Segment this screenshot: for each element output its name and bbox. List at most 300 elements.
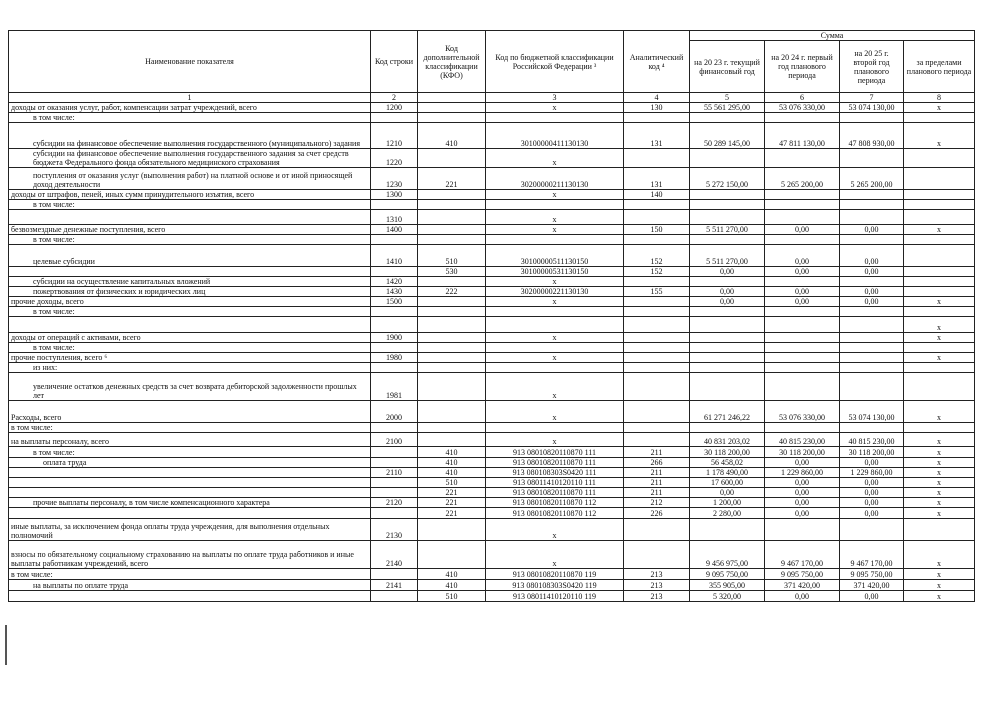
header-analytic-code: Аналитический код ⁴ — [624, 31, 690, 93]
cell-name — [9, 488, 371, 498]
cell-an: 266 — [624, 458, 690, 468]
cell-kbk — [486, 200, 624, 210]
cell-y1: 9 095 750,00 — [690, 569, 765, 580]
cell-y1: 2 280,00 — [690, 508, 765, 519]
cell-an — [624, 113, 690, 123]
cell-an: 130 — [624, 103, 690, 113]
cell-be — [904, 287, 975, 297]
cell-code — [371, 458, 418, 468]
cell-y2: 5 265 200,00 — [765, 168, 840, 190]
cell-y3 — [840, 353, 904, 363]
cell-be — [904, 245, 975, 267]
cell-y3: 0,00 — [840, 508, 904, 519]
cell-kbk: 913 080108303S0420 119 — [486, 580, 624, 591]
cell-y2: 1 229 860,00 — [765, 468, 840, 478]
cell-be — [904, 168, 975, 190]
cell-an: 212 — [624, 498, 690, 508]
cell-y3: 47 808 930,00 — [840, 123, 904, 149]
table-row — [9, 113, 975, 123]
cell-be: x — [904, 297, 975, 307]
table-row — [9, 468, 975, 478]
table-row — [9, 478, 975, 488]
cell-y2 — [765, 113, 840, 123]
cell-y2 — [765, 373, 840, 401]
cell-kfo — [418, 541, 486, 569]
cell-name: оплата труда — [9, 458, 371, 468]
cell-name: в том числе: — [9, 235, 371, 245]
cell-y1: 1 178 490,00 — [690, 468, 765, 478]
cell-name: в том числе: — [9, 307, 371, 317]
cell-y3 — [840, 343, 904, 353]
cell-kbk: 30100000531130150 — [486, 267, 624, 277]
cell-be — [904, 190, 975, 200]
table-row — [9, 458, 975, 468]
cell-y3 — [840, 333, 904, 343]
cell-name: взносы по обязательному социальному страхованию на выплаты по оплате труда работников и иные выплаты работникам учреждений, всего — [9, 541, 371, 569]
cell-y3: 40 815 230,00 — [840, 433, 904, 447]
cell-an — [624, 149, 690, 168]
cell-name — [9, 508, 371, 519]
cell-code — [371, 267, 418, 277]
cell-y3: 0,00 — [840, 245, 904, 267]
cell-kfo — [418, 433, 486, 447]
table-row — [9, 541, 975, 569]
cell-name: субсидии на финансовое обеспечение выполнения государственного (муниципального) задания — [9, 123, 371, 149]
cell-code — [371, 488, 418, 498]
table-row — [9, 225, 975, 235]
cell-y3 — [840, 190, 904, 200]
cell-kbk — [486, 235, 624, 245]
cell-be: x — [904, 498, 975, 508]
cell-kbk: x — [486, 103, 624, 113]
cell-kbk — [486, 317, 624, 333]
cell-y1 — [690, 210, 765, 225]
cell-name: прочие поступления, всего ⁶ — [9, 353, 371, 363]
cell-kfo — [418, 401, 486, 423]
cell-an: 152 — [624, 267, 690, 277]
cell-name: в том числе: — [9, 569, 371, 580]
cell-be: x — [904, 468, 975, 478]
cell-y2 — [765, 519, 840, 541]
cell-name: доходы от оказания услуг, работ, компенсации затрат учреждений, всего — [9, 103, 371, 113]
cell-an: 211 — [624, 468, 690, 478]
cell-name: субсидии на осуществление капитальных вложений — [9, 277, 371, 287]
cell-kbk — [486, 423, 624, 433]
cell-y2: 0,00 — [765, 297, 840, 307]
table-row — [9, 569, 975, 580]
cell-kfo: 410 — [418, 458, 486, 468]
cell-y1: 5 511 270,00 — [690, 225, 765, 235]
cell-code: 1420 — [371, 277, 418, 287]
cell-y2: 0,00 — [765, 488, 840, 498]
cell-an: 131 — [624, 168, 690, 190]
cell-code — [371, 343, 418, 353]
cell-y2 — [765, 210, 840, 225]
cell-code: 1210 — [371, 123, 418, 149]
cell-kbk: 30200000211130130 — [486, 168, 624, 190]
cell-code: 2140 — [371, 541, 418, 569]
cell-an — [624, 363, 690, 373]
cell-be: x — [904, 488, 975, 498]
cell-kbk: x — [486, 190, 624, 200]
cell-y3: 1 229 860,00 — [840, 468, 904, 478]
colnum-3-kfo — [418, 93, 486, 103]
cell-an — [624, 307, 690, 317]
cell-y3 — [840, 200, 904, 210]
colnum-3: 3 — [486, 93, 624, 103]
cell-an — [624, 200, 690, 210]
cell-y2 — [765, 190, 840, 200]
table-row — [9, 103, 975, 113]
cell-kfo — [418, 317, 486, 333]
header-name: Наименование показателя — [9, 31, 371, 93]
cell-an: 213 — [624, 580, 690, 591]
cell-y3: 0,00 — [840, 225, 904, 235]
cell-code: 2120 — [371, 498, 418, 508]
cell-kbk: 913 080108303S0420 111 — [486, 468, 624, 478]
cell-kbk: x — [486, 210, 624, 225]
cell-y1 — [690, 317, 765, 333]
cell-code: 1200 — [371, 103, 418, 113]
cell-code — [371, 113, 418, 123]
cell-y2 — [765, 200, 840, 210]
cell-be: x — [904, 447, 975, 458]
cell-code: 2141 — [371, 580, 418, 591]
cell-y3: 9 095 750,00 — [840, 569, 904, 580]
cell-kfo: 530 — [418, 267, 486, 277]
cell-y1 — [690, 519, 765, 541]
header-year-plan1: на 20 24 г. первый год планового периода — [765, 41, 840, 93]
cell-y3 — [840, 113, 904, 123]
cell-an — [624, 297, 690, 307]
cell-kfo — [418, 225, 486, 235]
cell-name: Расходы, всего — [9, 401, 371, 423]
cell-name: поступления от оказания услуг (выполнения работ) на платной основе и от иной приносящей доход деятельности — [9, 168, 371, 190]
cell-y2: 40 815 230,00 — [765, 433, 840, 447]
cell-y2: 0,00 — [765, 458, 840, 468]
cell-kfo: 510 — [418, 478, 486, 488]
cell-name: в том числе: — [9, 113, 371, 123]
cell-name: в том числе: — [9, 343, 371, 353]
cell-y1: 5 320,00 — [690, 591, 765, 602]
cell-y1: 5 272 150,00 — [690, 168, 765, 190]
cell-an: 131 — [624, 123, 690, 149]
cell-kbk: x — [486, 225, 624, 235]
cell-kfo — [418, 353, 486, 363]
cell-be — [904, 200, 975, 210]
table-row — [9, 423, 975, 433]
cell-an: 155 — [624, 287, 690, 297]
table-row — [9, 307, 975, 317]
cell-kfo: 221 — [418, 498, 486, 508]
cell-kbk: 30100000511130150 — [486, 245, 624, 267]
financial-plan-table — [8, 30, 975, 602]
cell-kbk: x — [486, 519, 624, 541]
cell-be: x — [904, 333, 975, 343]
cell-kbk: x — [486, 401, 624, 423]
cell-y2 — [765, 363, 840, 373]
cell-y3: 5 265 200,00 — [840, 168, 904, 190]
cell-code: 1230 — [371, 168, 418, 190]
cell-kfo — [418, 113, 486, 123]
cell-kfo: 410 — [418, 569, 486, 580]
cell-kfo — [418, 190, 486, 200]
cell-an — [624, 373, 690, 401]
cell-code: 2130 — [371, 519, 418, 541]
cell-y1 — [690, 333, 765, 343]
cell-kfo — [418, 210, 486, 225]
cell-an — [624, 210, 690, 225]
table-row — [9, 267, 975, 277]
cell-an — [624, 401, 690, 423]
cell-kbk: 913 08010820110870 111 — [486, 488, 624, 498]
table-row — [9, 433, 975, 447]
cell-be — [904, 235, 975, 245]
cell-name — [9, 478, 371, 488]
cell-y1 — [690, 343, 765, 353]
cell-y3: 0,00 — [840, 488, 904, 498]
table-row — [9, 580, 975, 591]
table-row — [9, 488, 975, 498]
cell-name — [9, 267, 371, 277]
cell-code: 1410 — [371, 245, 418, 267]
cell-code — [371, 447, 418, 458]
cell-kfo — [418, 519, 486, 541]
cell-code: 1300 — [371, 190, 418, 200]
table-row — [9, 343, 975, 353]
cell-kbk: x — [486, 333, 624, 343]
cell-kbk: x — [486, 373, 624, 401]
cell-kbk: x — [486, 353, 624, 363]
cell-kbk: x — [486, 149, 624, 168]
cell-y1: 5 511 270,00 — [690, 245, 765, 267]
cell-name: доходы от операций с активами, всего — [9, 333, 371, 343]
cell-name: прочие доходы, всего — [9, 297, 371, 307]
cell-be — [904, 423, 975, 433]
cell-y3: 9 467 170,00 — [840, 541, 904, 569]
cell-be — [904, 343, 975, 353]
cell-y3: 371 420,00 — [840, 580, 904, 591]
table-row — [9, 447, 975, 458]
cell-an — [624, 423, 690, 433]
cell-be — [904, 277, 975, 287]
cell-kfo: 222 — [418, 287, 486, 297]
cell-y3: 0,00 — [840, 458, 904, 468]
cell-y2: 0,00 — [765, 267, 840, 277]
cell-name — [9, 210, 371, 225]
table-row — [9, 591, 975, 602]
cell-y2: 30 118 200,00 — [765, 447, 840, 458]
cell-be: x — [904, 508, 975, 519]
cell-kfo: 221 — [418, 488, 486, 498]
cell-kbk: 913 08011410120110 111 — [486, 478, 624, 488]
table-row — [9, 508, 975, 519]
scan-edge-mark — [5, 625, 7, 665]
cell-y2 — [765, 307, 840, 317]
cell-y3 — [840, 149, 904, 168]
cell-y3: 0,00 — [840, 267, 904, 277]
cell-code: 1980 — [371, 353, 418, 363]
cell-an: 150 — [624, 225, 690, 235]
cell-y1 — [690, 423, 765, 433]
header-kbk: Код по бюджетной классификации Российской Федерации ³ — [486, 31, 624, 93]
cell-y2: 0,00 — [765, 245, 840, 267]
cell-y3 — [840, 277, 904, 287]
cell-name: безвозмездные денежные поступления, всего — [9, 225, 371, 235]
cell-y1: 0,00 — [690, 287, 765, 297]
table-row — [9, 123, 975, 149]
header-kfo: Код дополнительной классификации (КФО) — [418, 31, 486, 93]
table-row — [9, 317, 975, 333]
table-row — [9, 353, 975, 363]
cell-y1: 0,00 — [690, 267, 765, 277]
cell-y2: 0,00 — [765, 498, 840, 508]
cell-kfo — [418, 200, 486, 210]
cell-kfo — [418, 307, 486, 317]
cell-kbk: 913 08010820110870 111 — [486, 458, 624, 468]
cell-be: x — [904, 401, 975, 423]
cell-kbk: 30200000221130130 — [486, 287, 624, 297]
cell-code — [371, 591, 418, 602]
cell-an — [624, 343, 690, 353]
cell-be: x — [904, 353, 975, 363]
table-row — [9, 519, 975, 541]
cell-be: x — [904, 317, 975, 333]
header-sum: Сумма — [690, 31, 975, 41]
cell-y1 — [690, 235, 765, 245]
cell-y3 — [840, 307, 904, 317]
cell-y3: 0,00 — [840, 478, 904, 488]
cell-code: 2000 — [371, 401, 418, 423]
cell-y1: 50 289 145,00 — [690, 123, 765, 149]
cell-y3 — [840, 363, 904, 373]
cell-name: в том числе: — [9, 200, 371, 210]
cell-be: x — [904, 433, 975, 447]
cell-code — [371, 508, 418, 519]
table-row — [9, 363, 975, 373]
cell-kfo: 410 — [418, 580, 486, 591]
table-row — [9, 210, 975, 225]
cell-be — [904, 267, 975, 277]
cell-y3 — [840, 519, 904, 541]
cell-code — [371, 200, 418, 210]
cell-y2: 0,00 — [765, 225, 840, 235]
header-year-plan2: на 20 25 г. второй год планового периода — [840, 41, 904, 93]
cell-kfo: 221 — [418, 508, 486, 519]
cell-kfo: 410 — [418, 468, 486, 478]
column-number-row — [9, 93, 975, 103]
cell-y3: 53 074 130,00 — [840, 103, 904, 113]
cell-y1: 17 600,00 — [690, 478, 765, 488]
cell-be: x — [904, 458, 975, 468]
cell-y1: 56 458,02 — [690, 458, 765, 468]
cell-name: субсидии на финансовое обеспечение выполнения государственного задания за счет средств бюджета Федерального фонда обязательного медицинского страхования — [9, 149, 371, 168]
cell-kbk: 913 08010820110870 112 — [486, 498, 624, 508]
table-row — [9, 297, 975, 307]
cell-kfo: 221 — [418, 168, 486, 190]
cell-name — [9, 317, 371, 333]
cell-be: x — [904, 569, 975, 580]
cell-an: 211 — [624, 478, 690, 488]
cell-be: x — [904, 541, 975, 569]
cell-y2: 9 095 750,00 — [765, 569, 840, 580]
cell-name — [9, 591, 371, 602]
cell-code: 1400 — [371, 225, 418, 235]
cell-kfo — [418, 333, 486, 343]
cell-kfo — [418, 343, 486, 353]
cell-y2: 371 420,00 — [765, 580, 840, 591]
cell-y1: 0,00 — [690, 488, 765, 498]
cell-kbk — [486, 343, 624, 353]
cell-y3 — [840, 210, 904, 225]
cell-y2: 0,00 — [765, 478, 840, 488]
colnum-1: 1 — [9, 93, 371, 103]
cell-y3 — [840, 235, 904, 245]
cell-y1 — [690, 353, 765, 363]
cell-name: на выплаты по оплате труда — [9, 580, 371, 591]
cell-an: 140 — [624, 190, 690, 200]
cell-y3: 0,00 — [840, 591, 904, 602]
table-row — [9, 333, 975, 343]
cell-kbk: x — [486, 297, 624, 307]
cell-an — [624, 317, 690, 333]
cell-code — [371, 569, 418, 580]
cell-code: 1310 — [371, 210, 418, 225]
cell-y2 — [765, 277, 840, 287]
cell-code: 1430 — [371, 287, 418, 297]
cell-y2 — [765, 333, 840, 343]
colnum-4: 4 — [624, 93, 690, 103]
cell-name: в том числе: — [9, 447, 371, 458]
colnum-8: 8 — [904, 93, 975, 103]
cell-y1 — [690, 190, 765, 200]
cell-be — [904, 307, 975, 317]
cell-kfo: 410 — [418, 123, 486, 149]
cell-y2: 53 076 330,00 — [765, 401, 840, 423]
cell-code — [371, 423, 418, 433]
cell-y2 — [765, 423, 840, 433]
cell-y2: 9 467 170,00 — [765, 541, 840, 569]
table-row — [9, 401, 975, 423]
cell-name: доходы от штрафов, пеней, иных сумм принудительного изъятия, всего — [9, 190, 371, 200]
cell-y3 — [840, 423, 904, 433]
cell-code: 1500 — [371, 297, 418, 307]
cell-be: x — [904, 123, 975, 149]
cell-an: 213 — [624, 591, 690, 602]
cell-code — [371, 235, 418, 245]
cell-y1: 55 561 295,00 — [690, 103, 765, 113]
colnum-6: 6 — [765, 93, 840, 103]
cell-code: 1220 — [371, 149, 418, 168]
table-row — [9, 498, 975, 508]
header-year-current: на 20 23 г. текущий финансовый год — [690, 41, 765, 93]
cell-y2: 47 811 130,00 — [765, 123, 840, 149]
cell-kbk: x — [486, 277, 624, 287]
cell-kfo: 510 — [418, 591, 486, 602]
cell-an — [624, 353, 690, 363]
cell-kbk: x — [486, 433, 624, 447]
cell-name: увеличение остатков денежных средств за счет возврата дебиторской задолженности прошлых лет — [9, 373, 371, 401]
cell-y1: 30 118 200,00 — [690, 447, 765, 458]
cell-y3 — [840, 373, 904, 401]
cell-kfo — [418, 373, 486, 401]
cell-kbk: 913 08010820110870 111 — [486, 447, 624, 458]
cell-y1: 0,00 — [690, 297, 765, 307]
cell-name: целевые субсидии — [9, 245, 371, 267]
cell-y3: 53 074 130,00 — [840, 401, 904, 423]
cell-be — [904, 210, 975, 225]
cell-y2 — [765, 343, 840, 353]
